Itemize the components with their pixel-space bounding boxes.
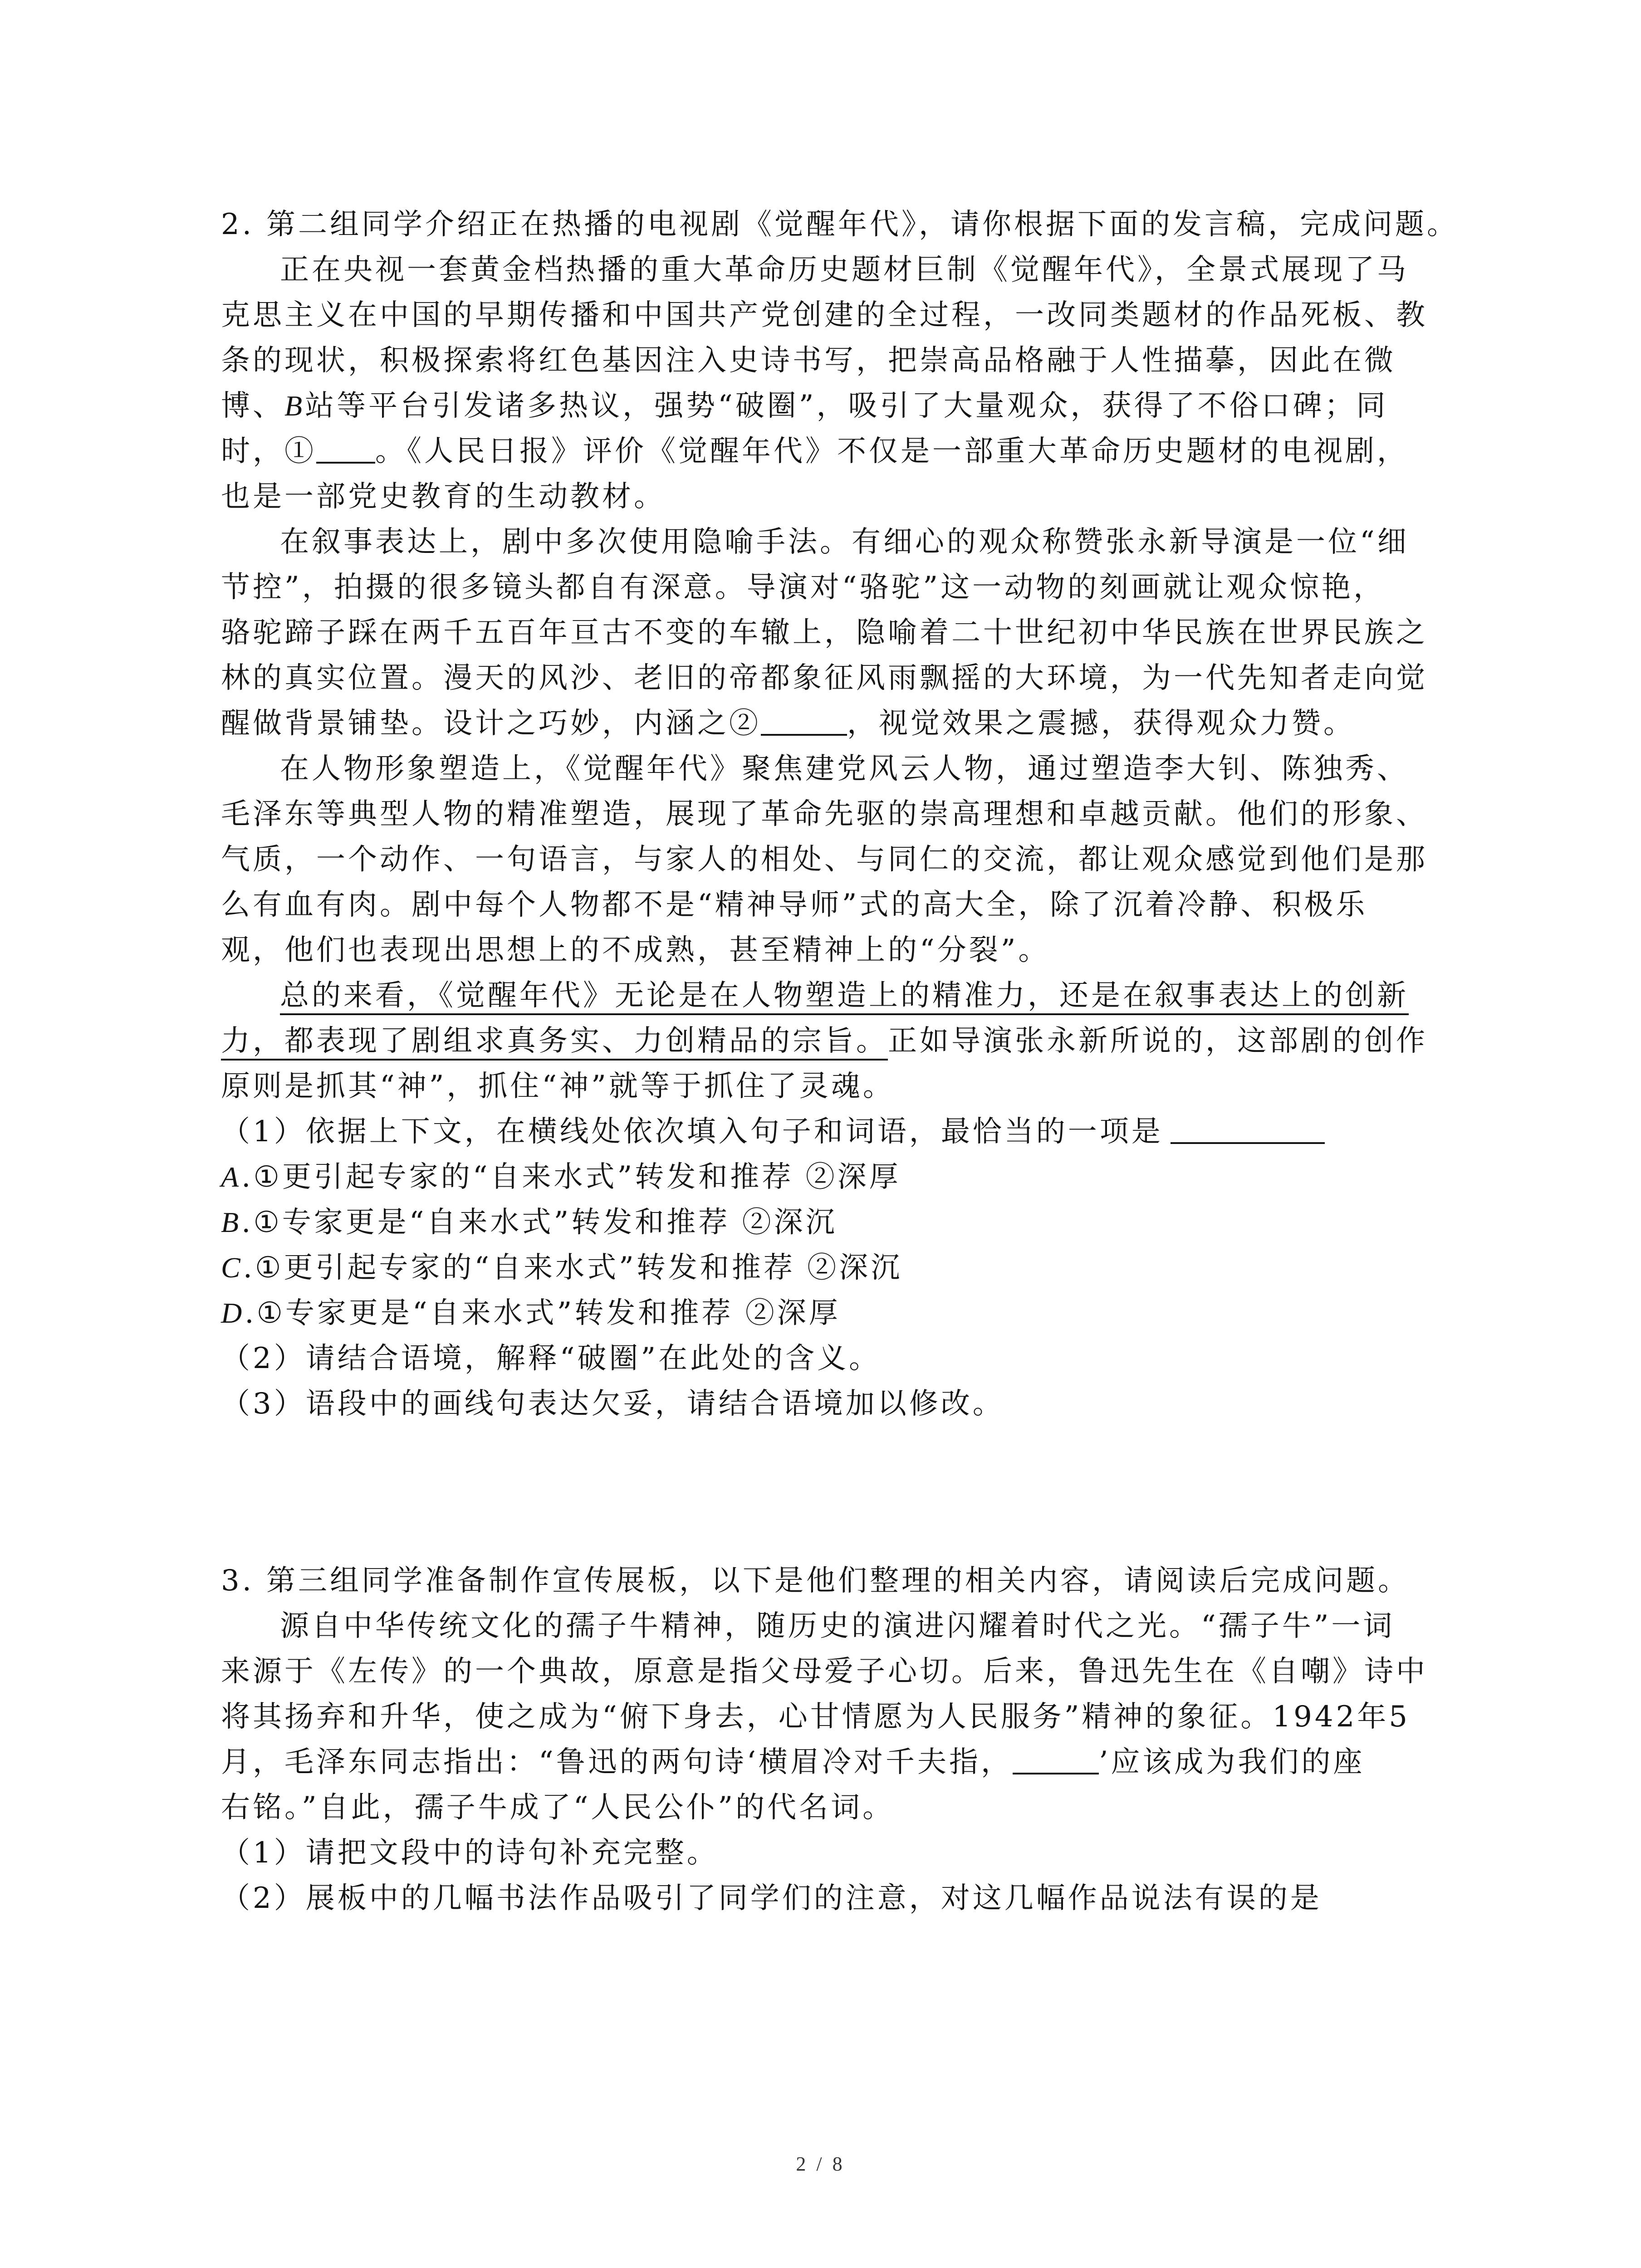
q2-p3-line-5: 观，他们也表现出思想上的不成熟，甚至精神上的“分裂”。 — [221, 934, 1050, 967]
q2-p3-line-4: 么有血有肉。剧中每个人物都不是“精神导师”式的高大全，除了沉着冷静、积极乐 — [221, 888, 1368, 922]
q2-p2-line-5-rest: ，视觉效果之震撼，获得观众力赞。 — [847, 707, 1355, 740]
q3-p1-line-1: 源自中华传统文化的孺子牛精神，随历史的演进闪耀着时代之光。“孺子牛”一词 — [280, 1609, 1395, 1643]
underlined-sentence-part-2: 力，都表现了剧组求真务实、力创精品的宗旨。 — [221, 1024, 888, 1058]
option-d-text: .①专家更是“自来水式”转发和推荐 ②深厚 — [245, 1296, 841, 1330]
q3-p1-line-4 — [221, 1740, 1432, 1785]
answer-blank-choice[interactable] — [1171, 1115, 1325, 1144]
page-number: 2 / 8 — [796, 2153, 845, 2175]
q3-title: 第三组同学准备制作宣传展板，以下是他们整理的相关内容，请阅读后完成问题。 — [266, 1564, 1410, 1598]
q2-sub-question-1-text: （1）依据上下文，在横线处依次填入句子和词语，最恰当的一项是 — [221, 1115, 1163, 1149]
q2-p4-line-3: 原则是抓其“神”，抓住“神”就等于抓住了灵魂。 — [221, 1070, 895, 1103]
q2-p4-line-1 — [221, 973, 1432, 1018]
q2-p2-line-1: 在叙事表达上，剧中多次使用隐喻手法。有细心的观众称赞张永新导演是一位“细 — [280, 525, 1409, 559]
option-c-letter: C — [221, 1251, 243, 1284]
q2-p1-line-4 — [221, 383, 1432, 429]
q2-p2-line-5 — [221, 701, 1432, 746]
q2-p3-line-3: 气质，一个动作、一句语言，与家人的相处、与同仁的交流，都让观众感觉到他们是那 — [221, 843, 1428, 876]
q2-p1-line-1: 正在央视一套黄金档热播的重大革命历史题材巨制《觉醒年代》，全景式展现了马 — [280, 253, 1409, 287]
page-content — [221, 202, 1459, 1921]
answer-blank-1[interactable] — [316, 435, 375, 464]
q3-sub-question-1: （1）请把文段中的诗句补充完整。 — [221, 1836, 719, 1870]
q2-p3-line-1: 在人物形象塑造上，《觉醒年代》聚焦建党风云人物，通过塑造李大钊、陈独秀、 — [280, 752, 1409, 786]
q2-p2-line-2: 节控”，拍摄的很多镜头都自有深意。导演对“骆驼”这一动物的刻画就让观众惊艳， — [221, 571, 1386, 604]
q3-p1-line-2: 来源于《左传》的一个典故，原意是指父母爱子心切。后来，鲁迅先生在《自嘲》诗中 — [221, 1655, 1428, 1688]
q2-sub-question-3: （3）语段中的画线句表达欠妥，请结合语境加以修改。 — [221, 1387, 1004, 1421]
q3-title-line — [221, 1558, 1432, 1603]
q2-p1-line-3: 条的现状，积极探索将红色基因注入史诗书写，把崇高品格融于人性描摹，因此在微 — [221, 344, 1396, 377]
section-gap — [221, 1427, 1432, 1558]
option-b-text: .①专家更是“自来水式”转发和推荐 ②深沉 — [241, 1206, 838, 1239]
q2-p1-line-5 — [221, 429, 1432, 474]
q2-title: 第二组同学介绍正在热播的电视剧《觉醒年代》，请你根据下面的发言稿，完成问题。 — [266, 208, 1459, 241]
q2-p3-line-2: 毛泽东等典型人物的精准塑造，展现了革命先驱的崇高理想和卓越贡献。他们的形象、 — [221, 797, 1428, 831]
option-a[interactable] — [221, 1154, 1432, 1200]
q3-sub-question-2: （2）展板中的几幅书法作品吸引了同学们的注意，对这几幅作品说法有误的是 — [221, 1882, 1322, 1915]
q2-sub-question-1 — [221, 1109, 1432, 1154]
option-c[interactable] — [221, 1245, 1432, 1290]
q2-p1-line-5-rest: 。《人民日报》评价《觉醒年代》不仅是一部重大革命历史题材的电视剧， — [375, 435, 1409, 468]
option-d-letter: D — [221, 1297, 245, 1329]
q3-p1-line-5: 右铭。”自此，孺子牛成了“人民公仆”的代名词。 — [221, 1791, 895, 1824]
q3-p1-line-4-rest: ’应该成为我们的座 — [1099, 1745, 1365, 1779]
q2-p4-line-2-rest: 正如导演张永新所说的，这部剧的创作 — [888, 1024, 1428, 1058]
option-a-letter: A — [221, 1161, 242, 1193]
option-a-text: .①更引起专家的“自来水式”转发和推荐 ②深厚 — [241, 1160, 901, 1194]
option-b[interactable] — [221, 1200, 1432, 1245]
q2-p1-line-6: 也是一部党史教育的生动教材。 — [221, 480, 666, 513]
q2-p2-line-3: 骆驼蹄子踩在两千五百年亘古不变的车辙上，隐喻着二十世纪初中华民族在世界民族之 — [221, 616, 1428, 650]
option-d[interactable] — [221, 1290, 1432, 1336]
q2-p1-line-5-start: 时，① — [221, 435, 316, 468]
option-b-letter: B — [221, 1206, 242, 1238]
q3-p1-line-3: 将其扬弃和升华，使之成为“俯下身去，心甘情愿为人民服务”精神的象征。1942年5 — [221, 1700, 1411, 1734]
q2-p1-line-4-rest: 站等平台引发诸多热议，强势“破圈”，吸引了大量观众，获得了不俗口碑；同 — [305, 389, 1388, 423]
answer-blank-2[interactable] — [761, 707, 847, 736]
option-c-text: .①更引起专家的“自来水式”转发和推荐 ②深沉 — [243, 1251, 903, 1285]
q2-p1-line-2: 克思主义在中国的早期传播和中国共产党创建的全过程，一改同类题材的作品死板、教 — [221, 298, 1428, 332]
q2-number: 2. — [221, 208, 255, 241]
q2-p4-line-2 — [221, 1018, 1432, 1064]
underlined-sentence-part-1: 总的来看，《觉醒年代》无论是在人物塑造上的精准力，还是在叙事表达上的创新 — [280, 979, 1409, 1012]
q2-p2-line-4: 林的真实位置。漫天的风沙、老旧的帝都象征风雨飘摇的大环境，为一代先知者走向觉 — [221, 661, 1428, 695]
bilibili-letter: B — [284, 390, 305, 422]
answer-blank-poem[interactable] — [1013, 1745, 1099, 1774]
q3-number: 3. — [221, 1564, 255, 1598]
q2-p1-line-4-start: 博、 — [221, 389, 284, 423]
q2-title-line — [221, 202, 1459, 247]
q3-p1-line-4-start: 月，毛泽东同志指出：“鲁迅的两句诗‘横眉冷对千夫指， — [221, 1745, 1013, 1779]
q2-p2-line-5-start: 醒做背景铺垫。设计之巧妙，内涵之② — [221, 707, 761, 740]
q2-sub-question-2: （2）请结合语境，解释“破圈”在此处的含义。 — [221, 1342, 881, 1375]
